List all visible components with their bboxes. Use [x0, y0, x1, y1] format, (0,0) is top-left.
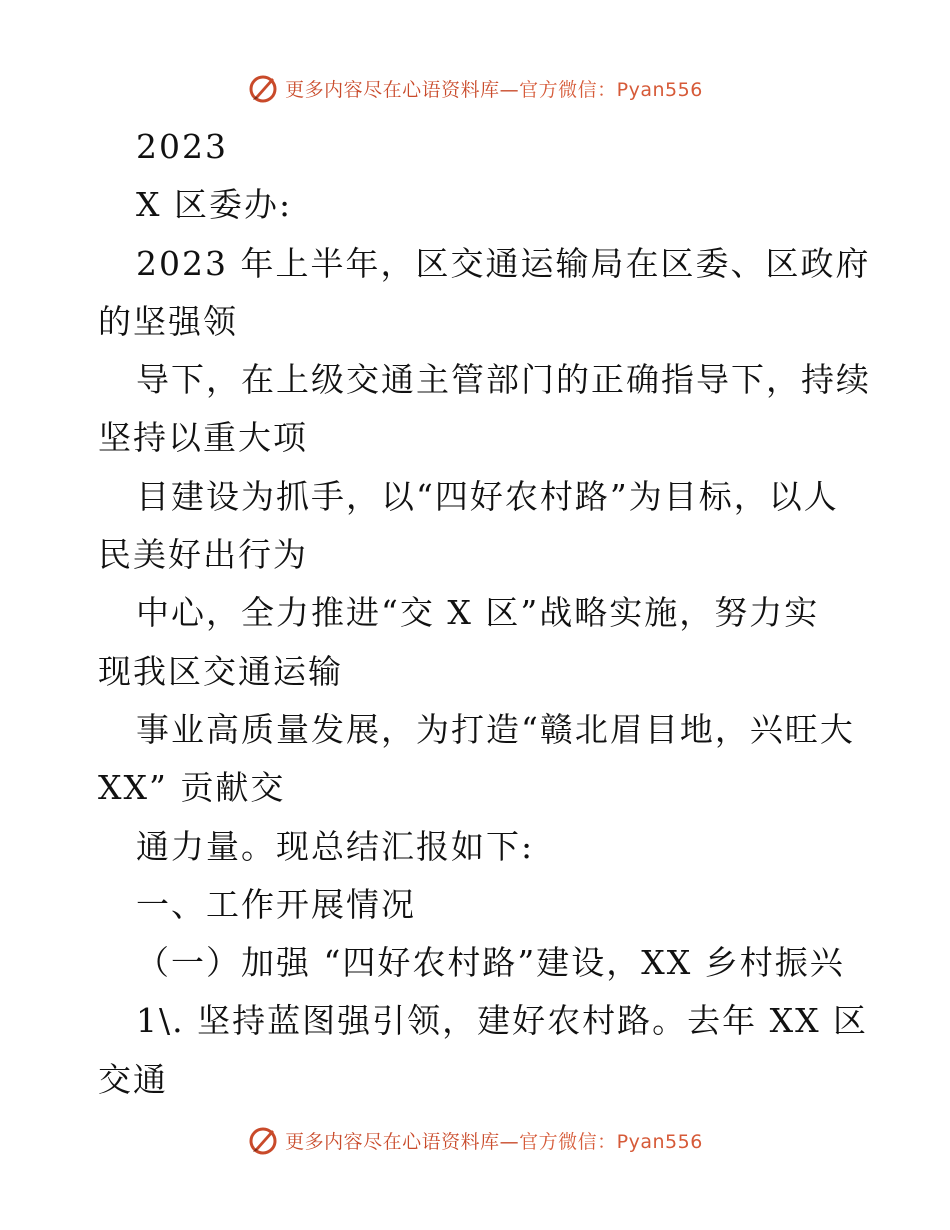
doc-line: 交通 [98, 1059, 168, 1099]
subsection-heading: （一）加强 “四好农村路”建设，XX 乡村振兴 [136, 943, 845, 983]
watermark-text [285, 1127, 703, 1154]
watermark-wechat: 官方微信：Pyan556 [519, 1130, 703, 1153]
watermark-wechat: 官方微信：Pyan556 [519, 78, 703, 101]
doc-line: 1\. 坚持蓝图强引领，建好农村路。去年 XX 区 [136, 1001, 869, 1041]
doc-line: 导下，在上级交通主管部门的正确指导下，持续 [136, 360, 871, 400]
watermark-text [285, 75, 703, 102]
header-watermark [0, 68, 950, 108]
doc-line: 的坚强领 [98, 301, 238, 341]
watermark-brand: 更多内容尽在心语资料库 [285, 78, 500, 101]
doc-line: 2023 年上半年，区交通运输局在区委、区政府 [136, 243, 871, 283]
doc-line: 目建设为抓手，以“四好农村路”为目标，以人 [136, 476, 839, 516]
document-body [98, 118, 871, 1109]
watermark-dash: — [499, 1130, 520, 1153]
doc-line: 通力量。现总结汇报如下: [136, 826, 535, 866]
footer-watermark [0, 1120, 950, 1160]
section-heading: 一、工作开展情况 [136, 884, 416, 924]
doc-line: 现我区交通运输 [98, 651, 343, 691]
doc-line: 民美好出行为 [98, 535, 308, 575]
doc-line-addressee: X 区委办: [136, 185, 293, 225]
quill-logo-icon [247, 1124, 279, 1156]
doc-line: 事业高质量发展，为打造“赣北眉目地，兴旺大 [136, 709, 855, 749]
doc-line: 坚持以重大项 [98, 418, 308, 458]
doc-line: 中心，全力推进“交 X 区”战略实施，努力实 [136, 593, 820, 633]
quill-logo-icon [247, 72, 279, 104]
watermark-brand: 更多内容尽在心语资料库 [285, 1130, 500, 1153]
watermark-dash: — [499, 78, 520, 101]
doc-line: XX” 贡献交 [98, 768, 286, 808]
doc-line-year: 2023 [136, 127, 228, 166]
